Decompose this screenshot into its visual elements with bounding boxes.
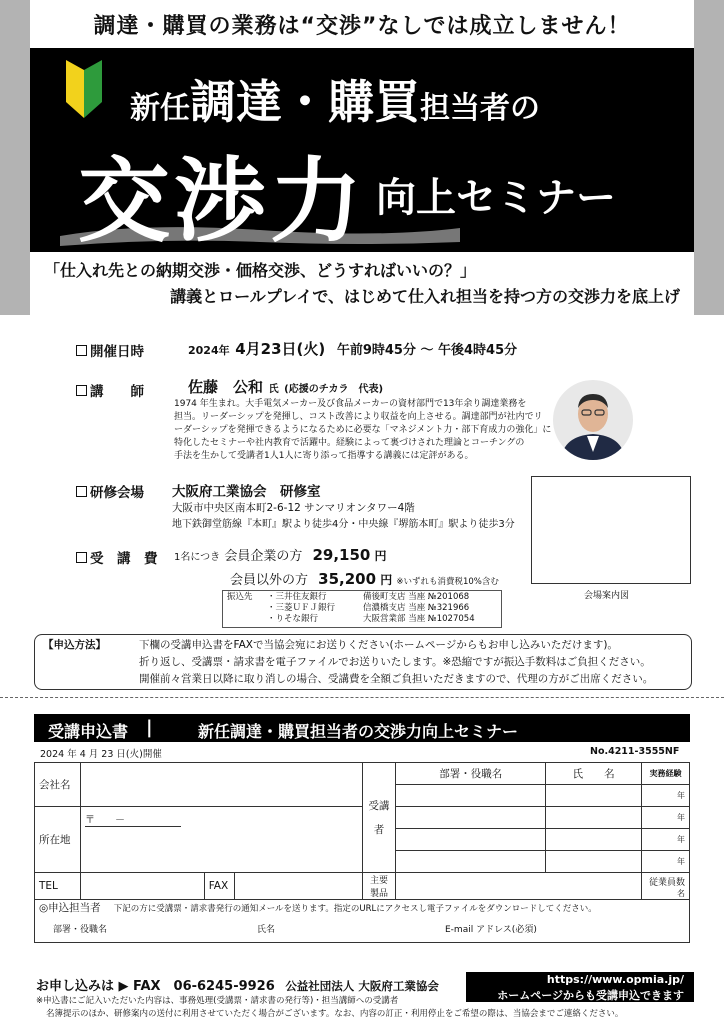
footer-note2: 名簿提示のほか、研修案内の送付に利用させていただく場合がございます。なお、内容の訂正・利用停止をご希望の際は、当協会までご連絡ください。 [46,1009,624,1019]
application-form-table: 会社名 受講者 部署・役職名 氏 名 実務経験 年 所在地 〒 － 年 年 年 TEL FAX 主要製品 従業員数 名 ◎申込担当者 下記の方に受講票・請求書発行の通知メールを送ります。指定のURLにアクセスし電子ファイルをダウンロードしてください。 部署・役職名 氏名 E-mail アドレス(必須) [34,762,690,943]
fee-nonmember: 会員以外の方 35,200 円 ※いずれも消費税10%含む [230,570,499,588]
form-header: 受講申込書 | 新任調達・購買担当者の交渉力向上セミナー [34,714,690,742]
venue-name: 大阪府工業協会 研修室 [172,484,321,500]
form-code: No.4211-3555NF [590,746,680,757]
product-label: 主要製品 [362,873,396,900]
hero-title-sub: 向上セミナー [376,175,616,221]
attendee-label: 受講者 [362,763,396,873]
fax-label: FAX [204,873,234,900]
lecturer-name: 佐藤 公和 氏 (応援のチカラ 代表) [188,378,384,396]
address-label: 所在地 [35,807,81,873]
footer-fax: お申し込みは ▶ FAX 06-6245-9926 公益社団法人 大阪府工業協会 [36,979,439,994]
checkbox-icon [76,552,87,563]
dept-header: 部署・役職名 [396,763,546,785]
employees-cell[interactable]: 従業員数 名 [642,873,690,900]
bank-info: 振込先 ・三井住友銀行 備後町支店 当座 №201068 ・三菱ＵＦＪ銀行 信濃橋支店 当座 №321966 ・りそな銀行 大阪営業部 当座 №1027054 [222,590,502,628]
schedule-label: 開催日時 [76,340,144,360]
company-input[interactable] [80,763,362,807]
footer-note1: ※申込書にご記入いただいた内容は、事務処理(受講票・請求書の発行等)・担当講師への受講者 [36,996,399,1006]
checkbox-icon [76,486,87,497]
company-label: 会社名 [35,763,81,807]
beginner-mark-icon [64,60,104,118]
fee-label: 受 講 費 [76,547,158,567]
right-gray-bar [694,0,724,315]
map-caption: 会場案内図 [584,591,630,601]
left-gray-bar [0,0,30,315]
venue-label: 研修会場 [76,481,144,501]
attendee3-name[interactable] [546,829,642,851]
lecturer-photo [553,380,633,460]
attendee1-name[interactable] [546,785,642,807]
footer-web-box[interactable]: https://www.opmia.jp/ ホームページからも受講申込できます [466,972,694,1002]
form-date: 2024 年 4 月 23 日(火)開催 [40,749,162,760]
attendee4-dept[interactable] [396,851,546,873]
attendee4-name[interactable] [546,851,642,873]
venue-access: 地下鉄御堂筋線『本町』駅より徒歩4分・中央線『堺筋本町』駅より徒歩3分 [172,519,515,530]
venue-address: 大阪市中央区南本町2-6-12 サンマリオンタワー4階 [172,502,415,514]
attendee3-dept[interactable] [396,829,546,851]
experience-header: 実務経験 [642,763,690,785]
lecturer-label: 講 師 [76,380,144,400]
name-header: 氏 名 [546,763,642,785]
hero-title-main: 交渉力 [78,148,367,252]
checkbox-icon [76,345,87,356]
fee-member: 1名につき 会員企業の方 29,150 円 [174,546,387,564]
tel-input[interactable] [80,873,204,900]
address-input[interactable]: 〒 － [80,807,362,873]
attendee1-dept[interactable] [396,785,546,807]
attendee2-name[interactable] [546,807,642,829]
tel-label: TEL [35,873,81,900]
lecturer-bio: 1974 年生まれ。大手電気メーカー及び食品メーカーの資材部門で13年余り調達業務を 担当。リーダーシップを発揮し、コスト改善により収益を向上させる。調達部門が社内でリ ーダーシップを発揮できるようになるために必要な「マネジメント力・部下育成力の強化」に 特化したセミナーや社内教育で活躍中。経験によって裏づけされた理論とコーチングの 手法を生かして受講者1人1人に寄り添って指導する講義には定評がある。 [174,399,552,461]
venue-map-placeholder [531,476,691,584]
schedule-value: 2024年 4月23日(火) 午前9時45分 ～ 午後4時45分 [188,340,518,358]
application-method: 【申込方法】 下欄の受講申込書をFAXで当協会宛にお送りください(ホームページからもお申し込みいただけます)。 折り返し、受講票・請求書を電子ファイルでお送りいたします。※恐縮ですが振込手数料はご負担ください。 開催前々営業日以降に取り消しの場合、受講費を全額ご負担いただきますので、代理の方がご出席ください。 [34,634,692,690]
attendee2-dept[interactable] [396,807,546,829]
product-input[interactable] [396,873,642,900]
cut-line [0,697,724,698]
fax-input[interactable] [234,873,362,900]
hero-banner [30,48,694,252]
lead-text: 「仕入れ先との納期交渉・価格交渉、どうすればいいの？」 講義とロールプレイで、はじめて仕入れ担当を持つ方の交渉力を底上げ [44,261,680,306]
applicant-row: ◎申込担当者 下記の方に受講票・請求書発行の通知メールを送ります。指定のURLにアクセスし電子ファイルをダウンロードしてください。 部署・役職名 氏名 E-mail アドレス(必須) [35,900,690,943]
top-headline: 調達・購買の業務は“交渉”なしでは成立しません！ [93,13,631,39]
checkbox-icon [76,385,87,396]
hero-line1: 新任調達・購買担当者の [130,75,540,129]
